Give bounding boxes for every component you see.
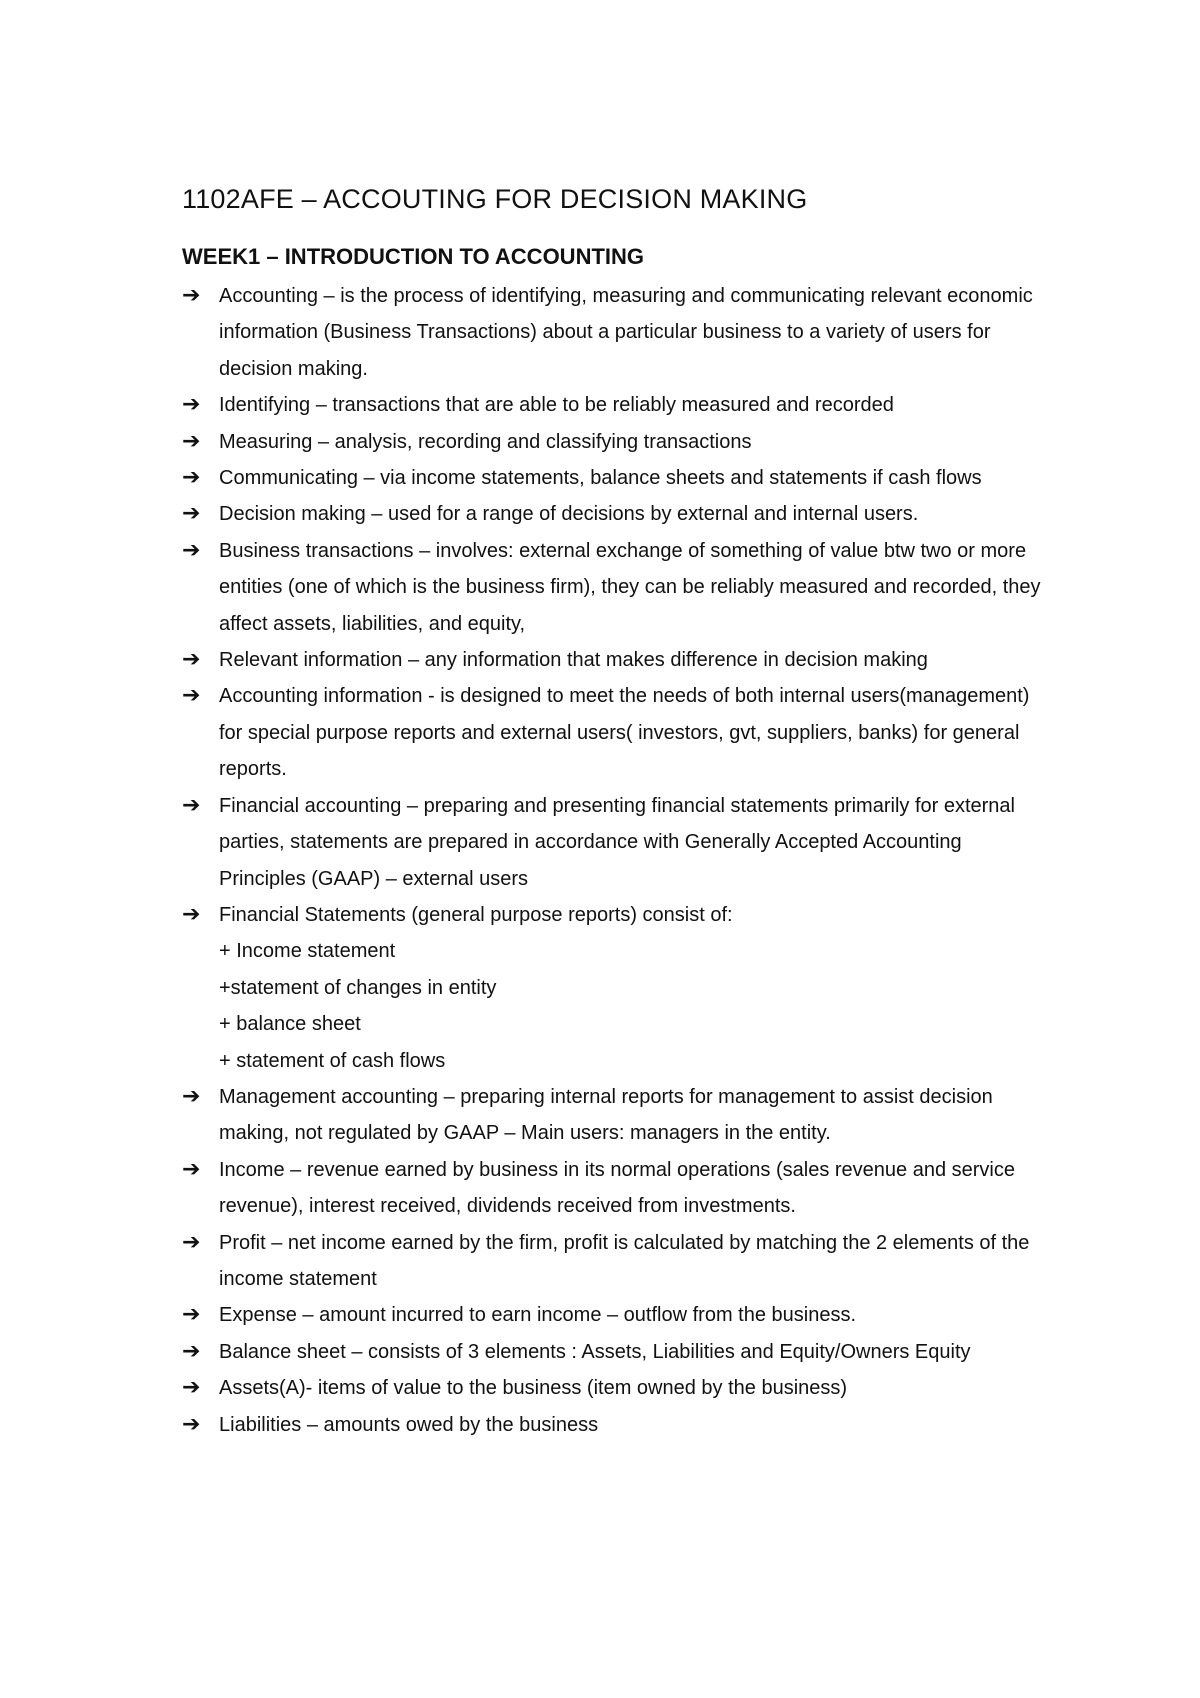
- sub-list-item: +statement of changes in entity: [219, 976, 497, 999]
- bullet-text: Financial accounting – preparing and presenting financial statements primarily for external parties, statements are prepared in accordance with Generally Accepted Accounting Principles (GAAP) – external users: [219, 794, 1015, 890]
- right-arrow-icon: ➔: [182, 1156, 201, 1182]
- document-title: 1102AFE – ACCOUTING FOR DECISION MAKING: [182, 184, 808, 214]
- right-arrow-icon: ➔: [182, 537, 201, 563]
- list-item: [182, 460, 1052, 496]
- bullet-text: Profit – net income earned by the firm, profit is calculated by matching the 2 elements of the income statement: [219, 1231, 1030, 1290]
- right-arrow-icon: ➔: [182, 283, 201, 308]
- sub-list-item: + balance sheet: [219, 1013, 361, 1036]
- bullet-text: Liabilities – amounts owed by the business: [219, 1413, 599, 1436]
- bullet-text: Assets(A)- items of value to the business (item owned by the business): [219, 1377, 848, 1400]
- right-arrow-icon: ➔: [182, 1411, 201, 1437]
- list-item: [182, 424, 1052, 460]
- bullet-text: Balance sheet – consists of 3 elements : Assets, Liabilities and Equity/Owners Equity: [219, 1340, 971, 1363]
- list-item: [182, 897, 1052, 1079]
- sub-list-item: + statement of cash flows: [219, 1049, 446, 1072]
- list-item: [182, 788, 1052, 897]
- list-item: [182, 278, 1052, 387]
- bullet-text: Income – revenue earned by business in its normal operations (sales revenue and service revenue), interest received, dividends received from investments.: [219, 1158, 1015, 1218]
- right-arrow-icon: ➔: [182, 1338, 201, 1364]
- list-item: [182, 1407, 1052, 1443]
- right-arrow-icon: ➔: [182, 1302, 201, 1328]
- section-title: WEEK1 – INTRODUCTION TO ACCOUNTING: [182, 244, 645, 269]
- list-item: [182, 1079, 1052, 1152]
- bullet-text: Expense – amount incurred to earn income – outflow from the business.: [219, 1304, 857, 1327]
- bullet-text: Relevant information – any information that makes difference in decision making: [219, 649, 928, 672]
- right-arrow-icon: ➔: [182, 901, 201, 927]
- list-item: [182, 1297, 1052, 1333]
- bullet-text: Accounting – is the process of identifying, measuring and communicating relevant economic information (Business Transactions) about a particular business to a variety of users for decision making.: [219, 285, 1033, 380]
- list-item: [182, 1334, 1052, 1370]
- list-item: [182, 1152, 1052, 1225]
- right-arrow-icon: ➔: [182, 1375, 201, 1401]
- right-arrow-icon: ➔: [182, 647, 201, 673]
- list-item: [182, 678, 1052, 787]
- right-arrow-icon: ➔: [182, 392, 201, 418]
- right-arrow-icon: ➔: [182, 683, 201, 709]
- bullet-list: [182, 278, 1052, 1443]
- list-item: [182, 1225, 1052, 1298]
- list-item: [182, 387, 1052, 423]
- list-item: [182, 1370, 1052, 1406]
- sub-list-item: + Income statement: [219, 940, 396, 963]
- list-item: [182, 642, 1052, 678]
- bullet-text: Identifying – transactions that are able to be reliably measured and recorded: [219, 394, 894, 417]
- list-item: [182, 533, 1052, 642]
- right-arrow-icon: ➔: [182, 1083, 201, 1109]
- bullet-text: Financial Statements (general purpose reports) consist of:: [219, 903, 733, 926]
- bullet-text: Decision making – used for a range of decisions by external and internal users.: [219, 503, 919, 526]
- bullet-text: Business transactions – involves: external exchange of something of value btw two or more entities (one of which is the business firm), they can be reliably measured and recorded, they affect assets, liabilities, and equity,: [219, 539, 1041, 635]
- bullet-text: Communicating – via income statements, balance sheets and statements if cash flows: [219, 467, 982, 490]
- right-arrow-icon: ➔: [182, 792, 201, 818]
- bullet-text: Measuring – analysis, recording and classifying transactions: [219, 430, 752, 453]
- bullet-text: Accounting information - is designed to meet the needs of both internal users(management) for special purpose reports and external users( investors, gvt, suppliers, banks) for general reports.: [219, 685, 1030, 781]
- right-arrow-icon: ➔: [182, 501, 201, 527]
- list-item: [182, 496, 1052, 532]
- right-arrow-icon: ➔: [182, 428, 201, 454]
- bullet-text: Management accounting – preparing internal reports for management to assist decision making, not regulated by GAAP – Main users: managers in the entity.: [219, 1085, 993, 1145]
- right-arrow-icon: ➔: [182, 1229, 201, 1255]
- right-arrow-icon: ➔: [182, 465, 201, 491]
